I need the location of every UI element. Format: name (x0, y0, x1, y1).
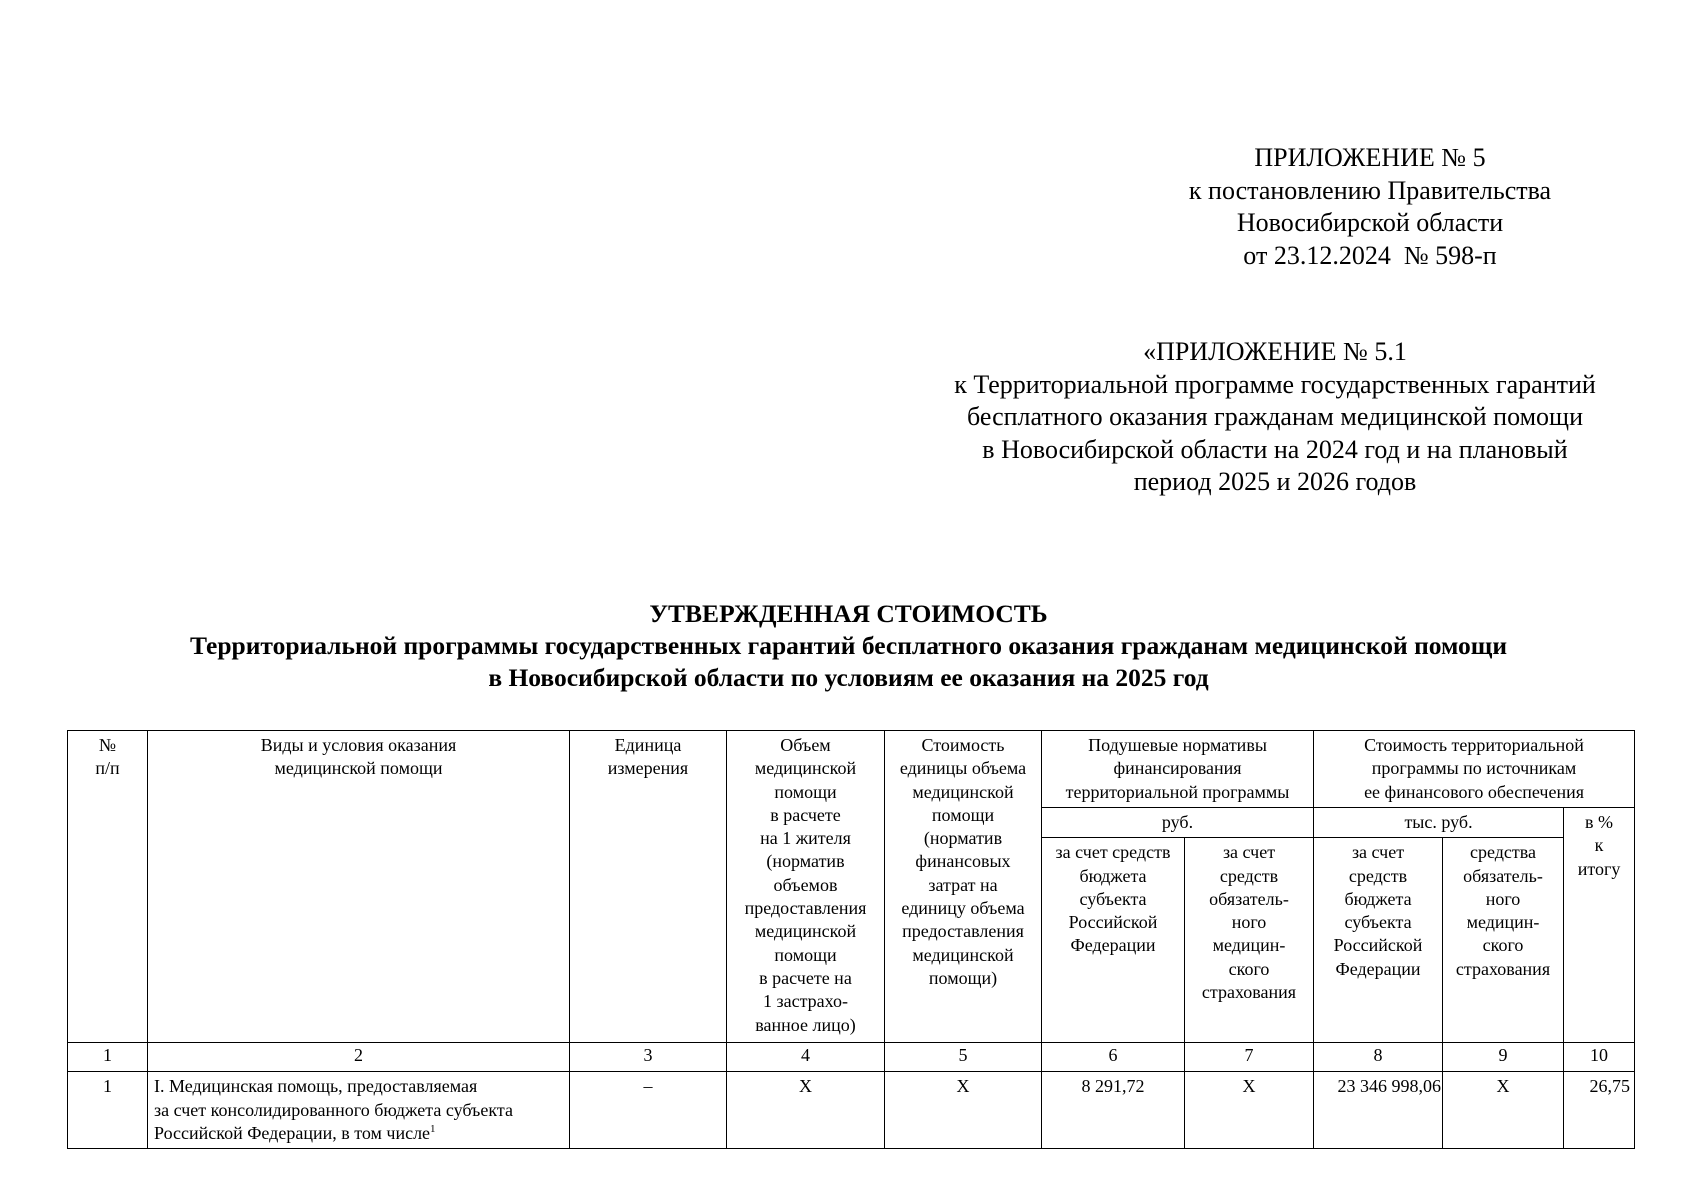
cost-table (67, 730, 1635, 1149)
header-thous-rub: тыс. руб. (1314, 808, 1564, 838)
row-volume: Х (727, 1072, 885, 1149)
row-oms-total: Х (1443, 1072, 1564, 1149)
appendix-line: ПРИЛОЖЕНИЕ № 5 (1254, 143, 1486, 172)
inner-appendix-line: к Территориальной программе государственных гарантий (954, 369, 1596, 399)
title-line-2: Территориальной программы государственных гарантий бесплатного оказания гражданам медицинской помощи (189, 631, 1508, 660)
header-cost: Стоимость единицы объема медицинской помощи (норматив финансовых затрат на единицу объема предоставления медицинской помощи) (885, 731, 1042, 1043)
inner-appendix-block (900, 336, 1650, 499)
header-oms-per-capita: за счет средств обязатель- ного медицин- ского страхования (1185, 838, 1314, 1043)
document-title (0, 598, 1697, 694)
inner-appendix-line: период 2025 и 2026 годов (1133, 467, 1417, 496)
row-budget-total: 23 346 998,06 (1314, 1072, 1443, 1149)
row-budget-per-capita: 8 291,72 (1042, 1072, 1185, 1149)
footnote-marker: 1 (430, 1122, 436, 1135)
header-volume: Объем медицинской помощи в расчете на 1 жителя (норматив объемов предоставления медицинской помощи в расчете на 1 застрахо- ванное лицо) (727, 731, 885, 1043)
inner-appendix-line: «ПРИЛОЖЕНИЕ № 5.1 (1143, 337, 1407, 366)
row-oms-per-capita: Х (1185, 1072, 1314, 1149)
row-num: 1 (68, 1072, 148, 1149)
appendix-line: Новосибирской области (1236, 208, 1504, 237)
column-number: 4 (727, 1043, 885, 1072)
header-rub: руб. (1042, 808, 1314, 838)
column-number: 2 (148, 1043, 570, 1072)
row-name: I. Медицинская помощь, предоставляемая за счет консолидированного бюджета субъекта Российской Федерации, в том числе$^1$ (148, 1072, 570, 1149)
column-number: 7 (1185, 1043, 1314, 1072)
header-num: № п/п (68, 731, 148, 1043)
header-budget-per-capita: за счет средств бюджета субъекта Российской Федерации (1042, 838, 1185, 1043)
header-unit: Единица измерения (570, 731, 727, 1043)
column-number: 3 (570, 1043, 727, 1072)
table-row (68, 1072, 1635, 1149)
header-per-capita: Подушевые нормативы финансирования территориальной программы (1042, 731, 1314, 808)
header-percent: в % к итогу (1564, 808, 1635, 1043)
column-number: 10 (1564, 1043, 1635, 1072)
row-percent: 26,75 (1564, 1072, 1635, 1149)
header-kinds: Виды и условия оказания медицинской помощи (148, 731, 570, 1043)
column-number: 9 (1443, 1043, 1564, 1072)
column-number: 6 (1042, 1043, 1185, 1072)
title-line-1: УТВЕРЖДЕННАЯ СТОИМОСТЬ (649, 599, 1048, 628)
appendix-line: от 23.12.2024 № 598-п (1243, 240, 1497, 270)
title-line-3: в Новосибирской области по условиям ее оказания на 2025 год (488, 663, 1209, 692)
appendix-block (1160, 142, 1580, 272)
inner-appendix-line: в Новосибирской области на 2024 год и на плановый (982, 434, 1568, 464)
column-number: 5 (885, 1043, 1042, 1072)
inner-appendix-line: бесплатного оказания гражданам медицинской помощи (967, 402, 1583, 431)
header-total-cost: Стоимость территориальной программы по источникам ее финансового обеспечения (1314, 731, 1635, 808)
header-budget-total: за счет средств бюджета субъекта Российской Федерации (1314, 838, 1443, 1043)
appendix-line: к постановлению Правительства (1188, 175, 1552, 205)
column-number: 1 (68, 1043, 148, 1072)
header-oms-total: средства обязатель- ного медицин- ского страхования (1443, 838, 1564, 1043)
row-cost: Х (885, 1072, 1042, 1149)
column-number: 8 (1314, 1043, 1443, 1072)
row-unit: – (570, 1072, 727, 1149)
